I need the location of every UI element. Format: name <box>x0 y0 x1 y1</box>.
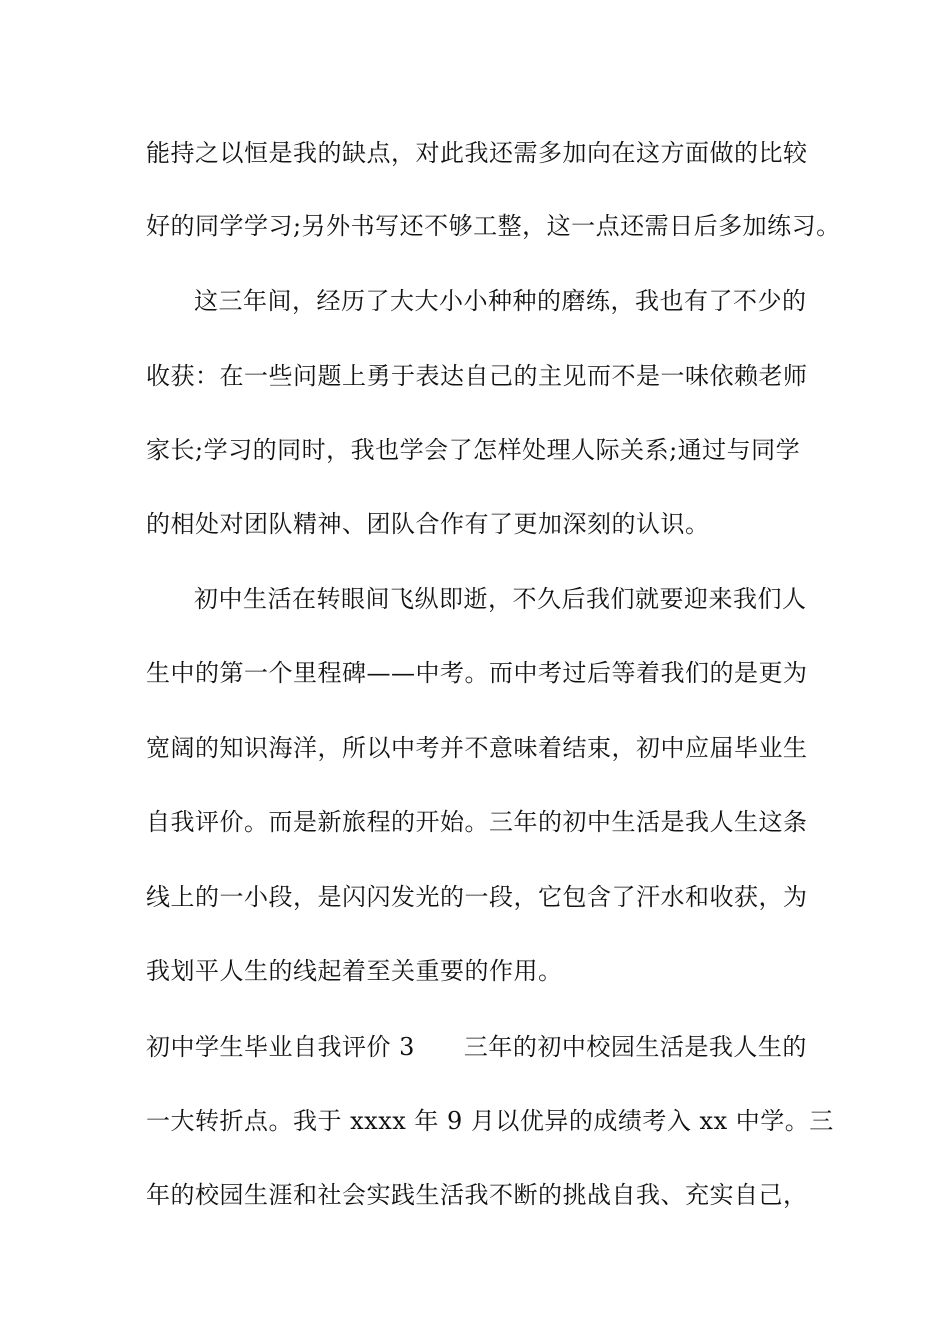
section-heading-line: 初中学生毕业自我评价 3 三年的初中校园生活是我人生的 <box>146 1033 807 1061</box>
text-line: 收获：在一些问题上勇于表达自己的主见而不是一味依赖老师 <box>146 362 808 390</box>
paragraph-start-line: 初中生活在转眼间飞纵即逝，不久后我们就要迎来我们人 <box>194 585 807 613</box>
text-line: 自我评价。而是新旅程的开始。三年的初中生活是我人生这条 <box>146 808 808 836</box>
paragraph-start-line: 这三年间，经历了大大小小种种的磨练，我也有了不少的 <box>194 287 807 315</box>
text-line: 一大转折点。我于 xxxx 年 9 月以优异的成绩考入 xx 中学。三 <box>146 1107 834 1135</box>
text-line: 生中的第一个里程碑——中考。而中考过后等着我们的是更为 <box>146 659 808 687</box>
text-line: 家长;学习的同时，我也学会了怎样处理人际关系;通过与同学 <box>146 436 801 464</box>
text-line: 能持之以恒是我的缺点，对此我还需多加向在这方面做的比较 <box>146 139 808 167</box>
text-line: 好的同学学习;另外书写还不够工整，这一点还需日后多加练习。 <box>146 212 841 240</box>
text-line: 线上的一小段，是闪闪发光的一段，它包含了汗水和收获，为 <box>146 883 808 911</box>
text-line: 宽阔的知识海洋，所以中考并不意味着结束，初中应届毕业生 <box>146 734 808 762</box>
text-line: 的相处对团队精神、团队合作有了更加深刻的认识。 <box>146 510 710 538</box>
text-line: 年的校园生涯和社会实践生活我不断的挑战自我、充实自己， <box>146 1181 808 1209</box>
text-line: 我划平人生的线起着至关重要的作用。 <box>146 957 563 985</box>
